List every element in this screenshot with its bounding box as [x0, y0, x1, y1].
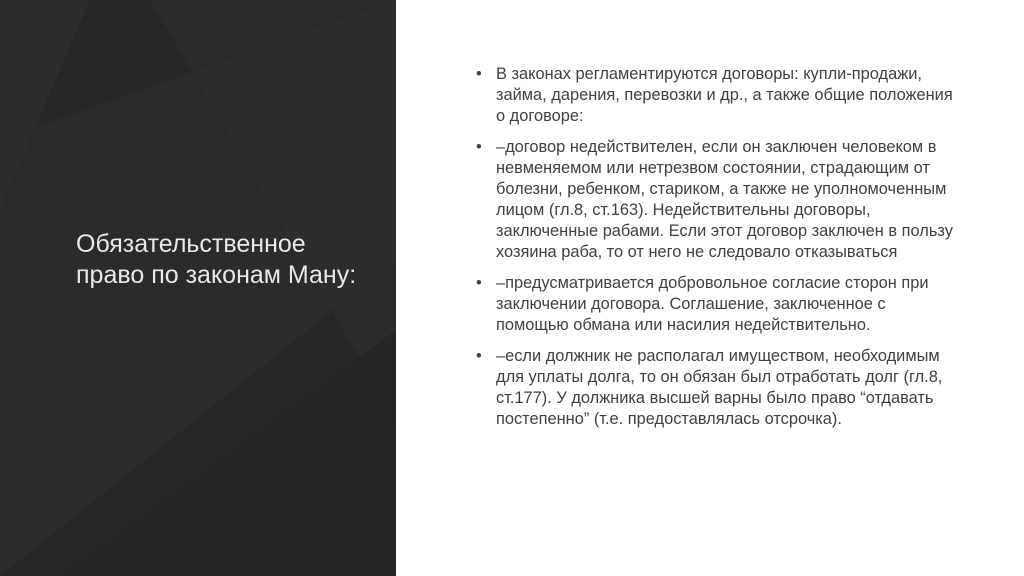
content-panel: [396, 0, 1024, 576]
slide-title: Обязательственное право по законам Ману:: [76, 230, 357, 289]
title-panel: [0, 0, 396, 576]
bullet-text: –предусматривается добровольное согласие сторон при заключении договора. Соглашение, заключенное с помощью обмана или насилия недействительно.: [496, 274, 929, 334]
bullet-item: [476, 273, 956, 336]
bullet-text: В законах регламентируются договоры: купли-продажи, займа, дарения, перевозки и др., а также общие положения о договоре:: [496, 65, 953, 125]
bullet-marker: •: [476, 138, 482, 156]
bullet-item: [476, 346, 956, 430]
bullet-marker: •: [476, 274, 482, 292]
bullet-text: –договор недействителен, если он заключен человеком в невменяемом или нетрезвом состоянии, страдающим от болезни, ребенком, стариком, а также не уполномоченным лицом (гл.8, ст.163). Недействительны договоры, заключенные рабами. Если этот договор заключен в пользу хозяина раба, то от него не следовало отказываться: [496, 138, 953, 261]
bullet-marker: •: [476, 347, 482, 365]
bullet-list: [476, 64, 956, 440]
bullet-marker: •: [476, 65, 482, 83]
bullet-text: –если должник не располагал имуществом, необходимым для уплаты долга, то он обязан был отработать долг (гл.8, ст.177). У должника высшей варны было право “отдавать постепенно” (т.е. предоставлялась отсрочка).: [496, 347, 943, 428]
bullet-item: [476, 64, 956, 127]
bullet-item: [476, 137, 956, 263]
